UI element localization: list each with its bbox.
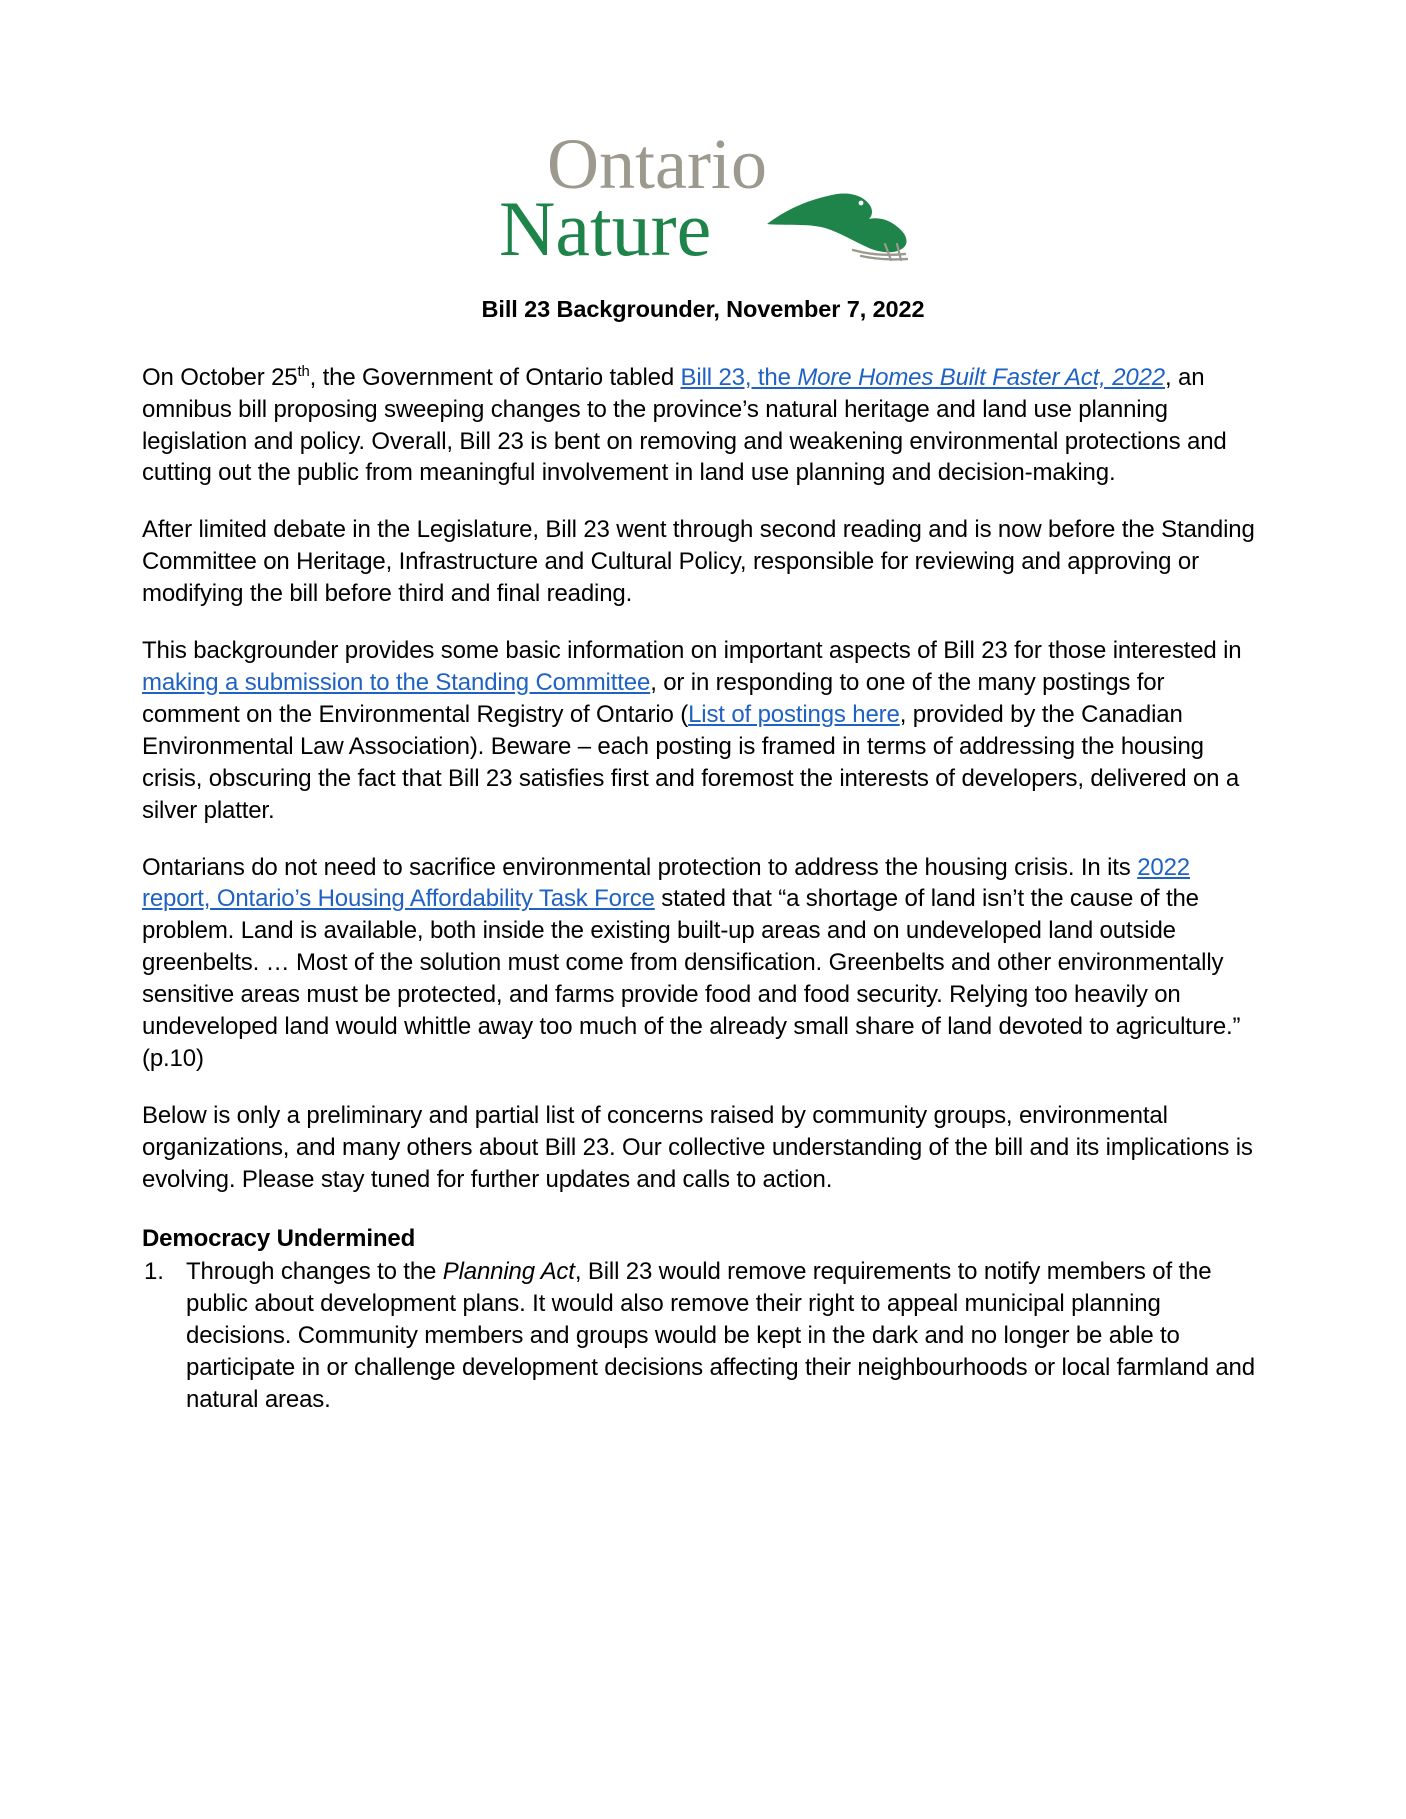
link-making-a-submission[interactable]: making a submission to the Standing Committee bbox=[142, 668, 651, 696]
logo-word-ontario: Ontario bbox=[547, 124, 767, 204]
paragraph-4 bbox=[142, 852, 1264, 1075]
paragraph-5: Below is only a preliminary and partial list of concerns raised by community groups, environmental organizations, and many others about Bill 23. Our collective understanding of the bill and its implications is evolving. Please stay tuned for further updates and calls to action. bbox=[142, 1101, 1253, 1193]
p1-segment-3: , an omnibus bill proposing sweeping changes to the province’s natural heritage and land use planning legislation and policy. Overall, Bill 23 is bent on removing and weakening environmental protections and cutting out the public from meaningful involvement in land use planning and decision-making. bbox=[142, 363, 1227, 487]
paragraph-3 bbox=[142, 635, 1264, 826]
page-title: Bill 23 Backgrounder, November 7, 2022 bbox=[481, 296, 925, 322]
paragraph-2: After limited debate in the Legislature, Bill 23 went through second reading and is now before the Standing Committee on Heritage, Infrastructure and Cultural Policy, responsible for reviewing and approving or modifying the bill before third and final reading. bbox=[142, 516, 1255, 608]
p3-segment-2: , or in responding to one of the many postings for comment on the Environmental Registry of Ontario ( bbox=[142, 668, 1165, 728]
document-body bbox=[0, 294, 1406, 1416]
logo-word-nature: Nature bbox=[499, 185, 712, 272]
list-item-text bbox=[186, 1256, 1264, 1416]
p1-segment-1: On October 25 bbox=[142, 363, 298, 391]
link-list-of-postings[interactable]: List of postings here bbox=[688, 700, 900, 728]
p3-segment-3: , provided by the Canadian Environmental Law Association). Beware – each posting is framed in terms of addressing the housing crisis, obscuring the fact that Bill 23 satisfies first and foremost the interests of developers, delivered on a silver platter. bbox=[142, 700, 1240, 824]
logo-block bbox=[0, 0, 1406, 272]
p3-segment-1: This backgrounder provides some basic information on important aspects of Bill 23 for those interested in bbox=[142, 637, 1242, 665]
concerns-list bbox=[142, 1256, 1264, 1416]
link-bill-23-plain: Bill 23, the bbox=[680, 363, 798, 391]
section-heading-democracy-undermined: Democracy Undermined bbox=[142, 1224, 416, 1252]
li1-segment-2: , Bill 23 would remove requirements to notify members of the public about development plans. It would also remove their right to appeal municipal planning decisions. Community members and groups would be kept in the dark and no longer be able to participate in or challenge development decisions affecting their neighbourhoods or local farmland and natural areas. bbox=[186, 1258, 1255, 1414]
p4-segment-2: stated that “a shortage of land isn’t the cause of the problem. Land is available, both inside the existing built-up areas and on undeveloped land outside greenbelts. … Most of the solution must come from densification. Greenbelts and other environmentally sensitive areas must be protected, and farms provide food and food security. Relying too heavily on undeveloped land would whittle away too much of the already small share of land devoted to agriculture.” (p.10) bbox=[142, 885, 1241, 1072]
p1-segment-2: , the Government of Ontario tabled bbox=[309, 363, 681, 391]
link-bill-23-italic: More Homes Built Faster Act, 2022 bbox=[797, 363, 1165, 391]
list-item-number: 1. bbox=[144, 1258, 164, 1286]
ordinal-suffix: th bbox=[297, 363, 310, 380]
li1-italic-planning-act: Planning Act bbox=[442, 1258, 575, 1286]
list-item bbox=[142, 1256, 1264, 1416]
ontario-nature-logo bbox=[499, 124, 907, 272]
paragraph-1 bbox=[142, 362, 1264, 490]
li1-segment-1: Through changes to the bbox=[186, 1258, 443, 1286]
link-bill-23-act[interactable] bbox=[681, 364, 1165, 391]
swan-icon bbox=[765, 184, 915, 262]
p4-segment-1: Ontarians do not need to sacrifice environmental protection to address the housing crisis. In its bbox=[142, 853, 1138, 881]
link-housing-affordability-task-force[interactable]: 2022 report, Ontario’s Housing Affordability Task Force bbox=[142, 853, 1190, 913]
